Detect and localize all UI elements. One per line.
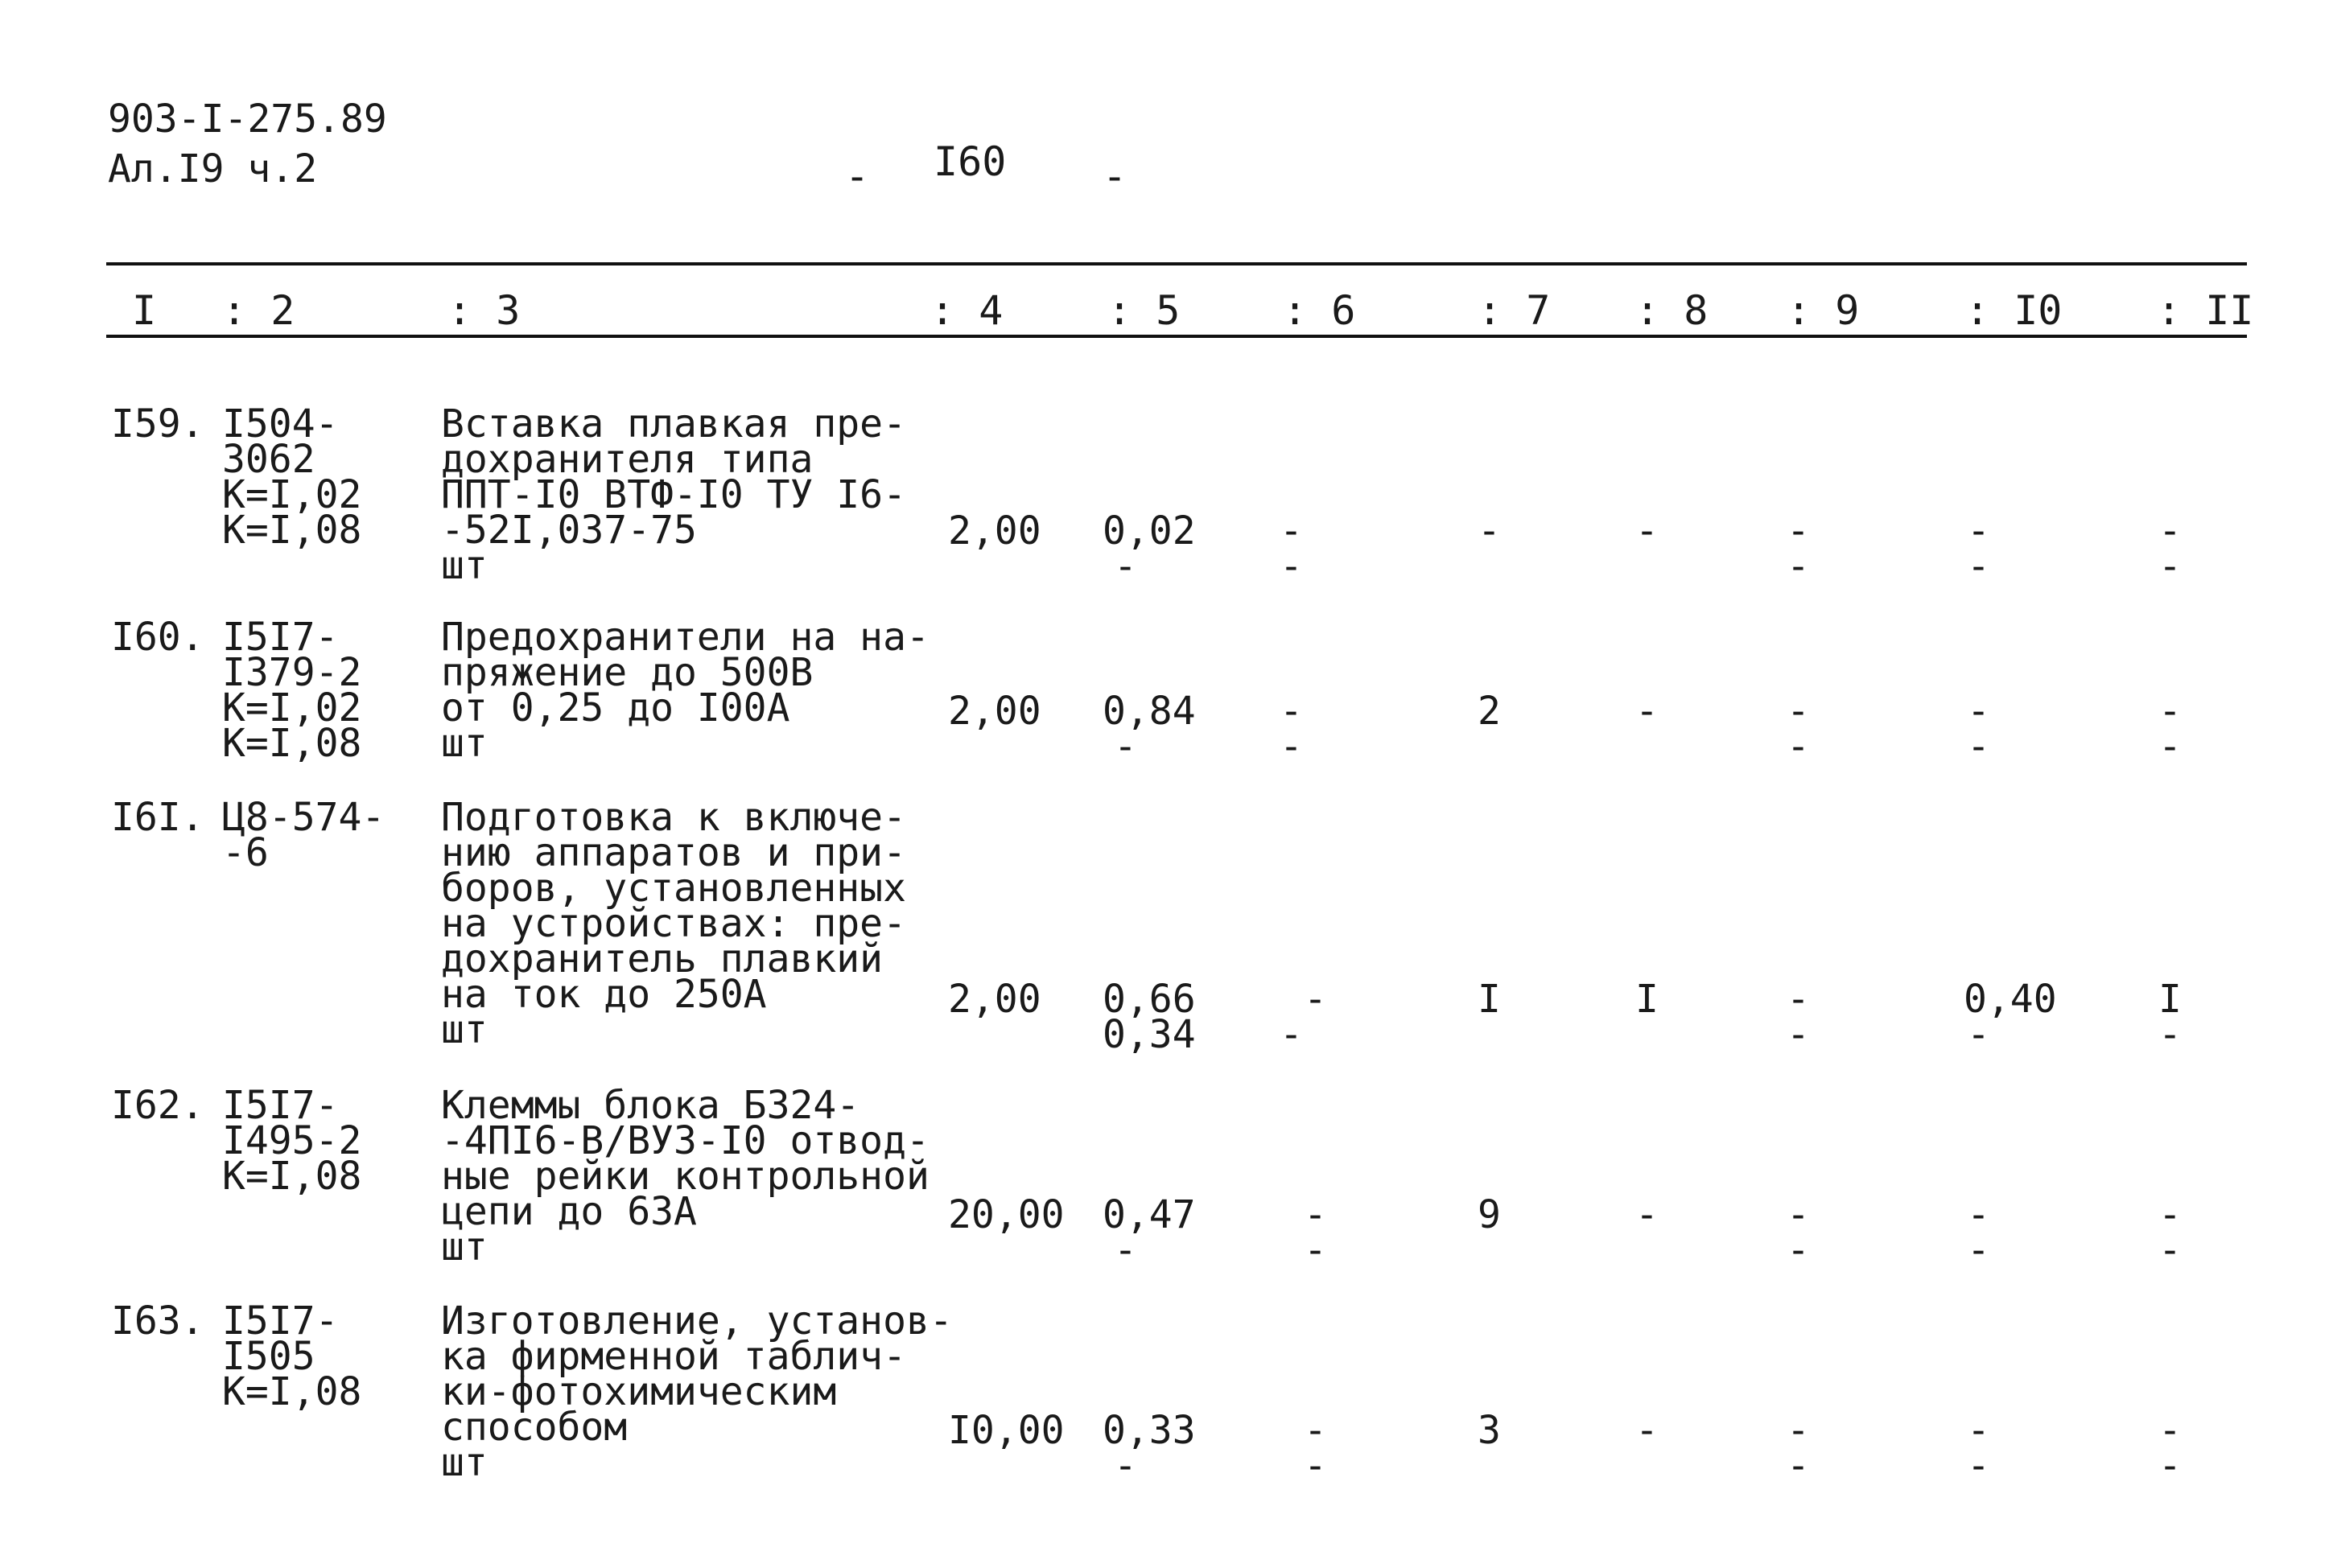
row-number: I60.: [111, 615, 204, 660]
column-header-7: : 7: [1478, 287, 1551, 334]
row-col6: -: [1304, 1408, 1327, 1453]
row-description: Клеммы блока Б324- -4ПI6-В/ВУЗ-I0 отвод- ные рейки контрольной цепи до 63А шт: [441, 1083, 930, 1270]
row-col6-sub: -: [1280, 724, 1303, 769]
column-header-11: : II: [2157, 287, 2254, 334]
row-col6: -: [1280, 689, 1303, 734]
page-dash-left: -: [845, 153, 870, 200]
row-col9: -: [1787, 508, 1810, 554]
row-col11: -: [2158, 1408, 2182, 1453]
column-header-3: : 3: [447, 287, 521, 334]
row-col7: 3: [1478, 1408, 1501, 1453]
column-header-5: : 5: [1107, 287, 1181, 334]
row-col10-sub: -: [1967, 1443, 1990, 1488]
page-number: I60: [934, 138, 1007, 185]
column-header-2: : 2: [222, 287, 295, 334]
column-header-9: : 9: [1787, 287, 1860, 334]
row-code: I504- 3062 K=I,02 K=I,08: [222, 401, 362, 553]
row-col6-sub: -: [1280, 1012, 1303, 1057]
row-col10-sub: -: [1967, 1012, 1990, 1057]
row-col10-sub: -: [1967, 1228, 1990, 1273]
row-col5: 0,02: [1103, 508, 1196, 554]
row-col6: -: [1280, 508, 1303, 554]
row-col6: -: [1304, 1192, 1327, 1237]
row-col5-sub: -: [1114, 544, 1137, 589]
row-code: I5I7- I495-2 K=I,08: [222, 1083, 362, 1199]
row-col4: 2,00: [948, 508, 1041, 554]
row-number: I63.: [111, 1298, 204, 1344]
row-col9-sub: -: [1787, 1012, 1810, 1057]
row-description: Изготовление, установ- ка фирменной таблич- ки-фотохимическим способом шт: [441, 1298, 953, 1485]
row-col11: -: [2158, 1192, 2182, 1237]
row-col8: -: [1635, 689, 1659, 734]
row-col11-sub: -: [2158, 544, 2182, 589]
row-col11: -: [2158, 508, 2182, 554]
row-col11-sub: -: [2158, 1228, 2182, 1273]
row-col9: -: [1787, 689, 1810, 734]
row-number: I62.: [111, 1083, 204, 1128]
row-code: I5I7- I379-2 K=I,02 K=I,08: [222, 615, 362, 766]
row-col6-sub: -: [1304, 1228, 1327, 1273]
row-col10: -: [1967, 689, 1990, 734]
row-col10-sub: -: [1967, 544, 1990, 589]
row-col5: 0,66: [1103, 977, 1196, 1022]
row-code: I5I7- I505 K=I,08: [222, 1298, 362, 1414]
column-header-1: I: [132, 287, 157, 334]
row-col7: -: [1478, 508, 1501, 554]
row-col4: I0,00: [948, 1408, 1065, 1453]
row-col9-sub: -: [1787, 544, 1810, 589]
row-col5: 0,33: [1103, 1408, 1196, 1453]
row-number: I59.: [111, 401, 204, 447]
document-code: 903-I-275.89: [108, 97, 387, 142]
row-col9-sub: -: [1787, 1443, 1810, 1488]
row-col10: 0,40: [1964, 977, 2057, 1022]
row-col5-sub: -: [1114, 1228, 1137, 1273]
row-col6-sub: -: [1280, 544, 1303, 589]
row-col11-sub: -: [2158, 724, 2182, 769]
row-col10: -: [1967, 1192, 1990, 1237]
row-col5: 0,47: [1103, 1192, 1196, 1237]
row-col6: -: [1304, 977, 1327, 1022]
row-col5-sub: 0,34: [1103, 1012, 1196, 1057]
row-col5: 0,84: [1103, 689, 1196, 734]
page-dash-right: -: [1103, 153, 1127, 200]
row-col10: -: [1967, 508, 1990, 554]
row-col9: -: [1787, 1408, 1810, 1453]
row-col10: -: [1967, 1408, 1990, 1453]
row-col9-sub: -: [1787, 724, 1810, 769]
row-col10-sub: -: [1967, 724, 1990, 769]
table-header-rule: [106, 335, 2247, 338]
column-header-10: : I0: [1965, 287, 2063, 334]
row-col9-sub: -: [1787, 1228, 1810, 1273]
row-code: Ц8-574- -6: [222, 795, 385, 875]
row-col9: -: [1787, 977, 1810, 1022]
row-description: Вставка плавкая пре- дохранителя типа ППТ-I0 ВТФ-I0 ТУ I6- -52I,037-75 шт: [441, 401, 906, 588]
row-col8: I: [1635, 977, 1659, 1022]
row-col8: -: [1635, 1408, 1659, 1453]
row-number: I6I.: [111, 795, 204, 840]
row-col8: -: [1635, 1192, 1659, 1237]
row-col11: I: [2158, 977, 2182, 1022]
row-col11-sub: -: [2158, 1443, 2182, 1488]
row-col4: 2,00: [948, 689, 1041, 734]
row-col8: -: [1635, 508, 1659, 554]
row-col7: 9: [1478, 1192, 1501, 1237]
row-col11: -: [2158, 689, 2182, 734]
row-col7: I: [1478, 977, 1501, 1022]
row-description: Подготовка к включе- нию аппаратов и при- боров, установленных на устройствах: пре- дохранитель плавкий на ток до 250А шт: [441, 795, 906, 1052]
row-description: Предохранители на на- пряжение до 500В от 0,25 до I00А шт: [441, 615, 930, 766]
row-col4: 20,00: [948, 1192, 1065, 1237]
table-top-rule: [106, 262, 2247, 265]
row-col9: -: [1787, 1192, 1810, 1237]
column-header-8: : 8: [1635, 287, 1709, 334]
row-col6-sub: -: [1304, 1443, 1327, 1488]
row-col4: 2,00: [948, 977, 1041, 1022]
sheet-label: Ал.I9 ч.2: [108, 146, 318, 191]
row-col11-sub: -: [2158, 1012, 2182, 1057]
row-col5-sub: -: [1114, 1443, 1137, 1488]
column-header-6: : 6: [1283, 287, 1356, 334]
column-header-4: : 4: [930, 287, 1004, 334]
row-col7: 2: [1478, 689, 1501, 734]
row-col5-sub: -: [1114, 724, 1137, 769]
